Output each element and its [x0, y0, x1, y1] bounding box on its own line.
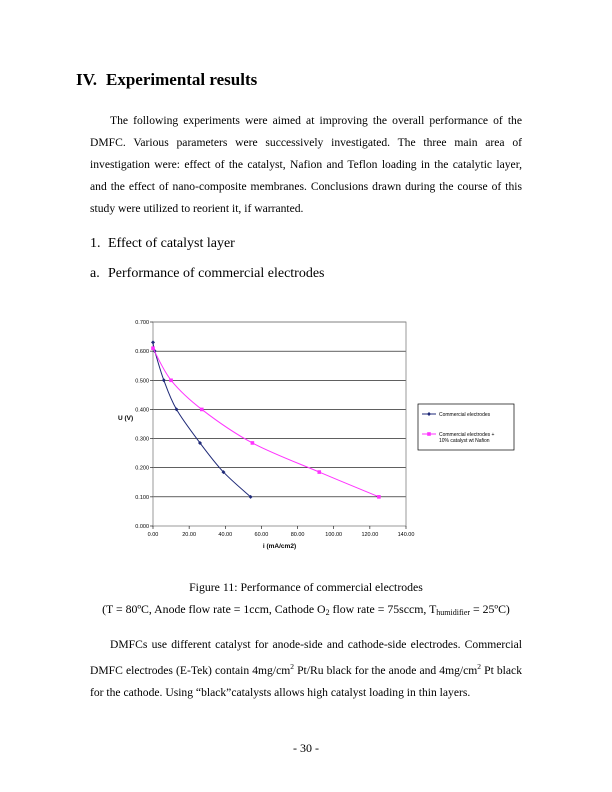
data-point-series-2	[169, 378, 173, 382]
series-line-2	[153, 348, 379, 497]
caption-o2-subscript: 2	[325, 608, 330, 617]
x-tick-label: 0.00	[147, 532, 159, 538]
x-axis-label: i (mA/cm2)	[262, 543, 297, 550]
figure-caption-conditions	[0, 602, 612, 617]
subsection-heading	[90, 236, 235, 252]
performance-chart	[100, 315, 520, 565]
grid-lines	[153, 322, 406, 497]
data-point-series-2	[317, 470, 321, 474]
intro-text: The following experiments were aimed at improving the overall performance of the DMFC. Various parameters were successively investigated. The three main area of investigation were: effect of the catalyst, Nafion and Teflon loading in the catalytic layer, and the effect of nano-composite membranes. Conclusions drawn during the course of this study were utilized to reorient it, if warranted.	[90, 114, 522, 215]
x-tick-label: 80.00	[290, 532, 305, 538]
y-tick-label: 0.500	[135, 378, 149, 385]
y-tick-label: 0.300	[135, 436, 149, 443]
body-text-part2: Pt/Ru black for the anode and 4mg/cm	[293, 664, 478, 677]
data-point-series-2	[251, 441, 255, 445]
section-heading	[76, 70, 257, 90]
y-tick-label: 0.400	[135, 407, 149, 414]
series-line-1	[153, 342, 251, 496]
caption-t-subscript: humidifier	[436, 608, 471, 617]
section-title: Experimental results	[106, 70, 258, 89]
y-tick-label: 0.600	[135, 349, 149, 356]
x-axis-ticks	[148, 526, 415, 538]
section-number: IV.	[76, 70, 97, 89]
subsubsection-label: a.	[90, 266, 100, 281]
body-superscript-1: 2	[290, 662, 294, 671]
page-number: - 30 -	[293, 741, 319, 755]
legend-marker-2	[427, 432, 431, 436]
body-superscript-2: 2	[477, 662, 482, 671]
x-tick-label: 140.00	[397, 532, 415, 538]
y-tick-label: 0.100	[135, 494, 149, 501]
caption-cond-middle: flow rate = 75sccm, T	[329, 602, 437, 616]
subsection-number: 1.	[90, 236, 101, 251]
caption-cond-prefix: (T = 80ºC, Anode flow rate = 1ccm, Cathode O	[102, 602, 326, 616]
y-tick-label: 0.000	[135, 524, 149, 530]
data-point-series-2	[200, 408, 204, 412]
body-text	[90, 634, 522, 704]
legend-label-2	[439, 432, 495, 444]
series-layer	[151, 340, 381, 498]
legend-label-line: 10% catalyst wt Nafion	[439, 438, 490, 444]
x-tick-label: 60.00	[254, 532, 269, 538]
x-tick-label: 100.00	[325, 532, 343, 538]
subsection-title: Effect of catalyst layer	[108, 236, 235, 251]
figure-caption-title: Figure 11: Performance of commercial electrodes	[189, 580, 423, 594]
y-tick-label: 0.200	[135, 465, 149, 472]
intro-paragraph	[90, 110, 522, 220]
data-point-series-1	[151, 340, 155, 344]
legend-label-line: Commercial electrodes +	[439, 432, 495, 438]
body-text-part3: Pt black for the cathode. Using “black”catalysts allows high catalyst loading in thin layers.	[90, 664, 522, 699]
body-text-part1: DMFCs use different catalyst for anode-side and cathode-side electrodes. Commercial DMFC electrodes (E-Tek) contain 4mg/cm	[90, 638, 522, 677]
data-point-series-2	[151, 346, 155, 350]
data-point-series-2	[377, 495, 381, 499]
legend-label-1: Commercial electrodes	[439, 412, 491, 418]
caption-cond-suffix: = 25ºC)	[470, 602, 510, 616]
body-paragraph	[90, 634, 522, 704]
y-axis-ticks	[135, 320, 153, 530]
y-tick-label: 0.700	[135, 320, 149, 326]
subsubsection-title: Performance of commercial electrodes	[108, 266, 325, 281]
data-point-series-1	[162, 378, 166, 382]
subsubsection-heading	[90, 266, 325, 282]
x-tick-label: 20.00	[182, 532, 197, 538]
plot-frame	[153, 322, 406, 526]
chart-legend	[418, 404, 514, 450]
x-tick-label: 40.00	[218, 532, 233, 538]
x-tick-label: 120.00	[361, 532, 379, 538]
y-axis-label: U (V)	[118, 415, 134, 422]
